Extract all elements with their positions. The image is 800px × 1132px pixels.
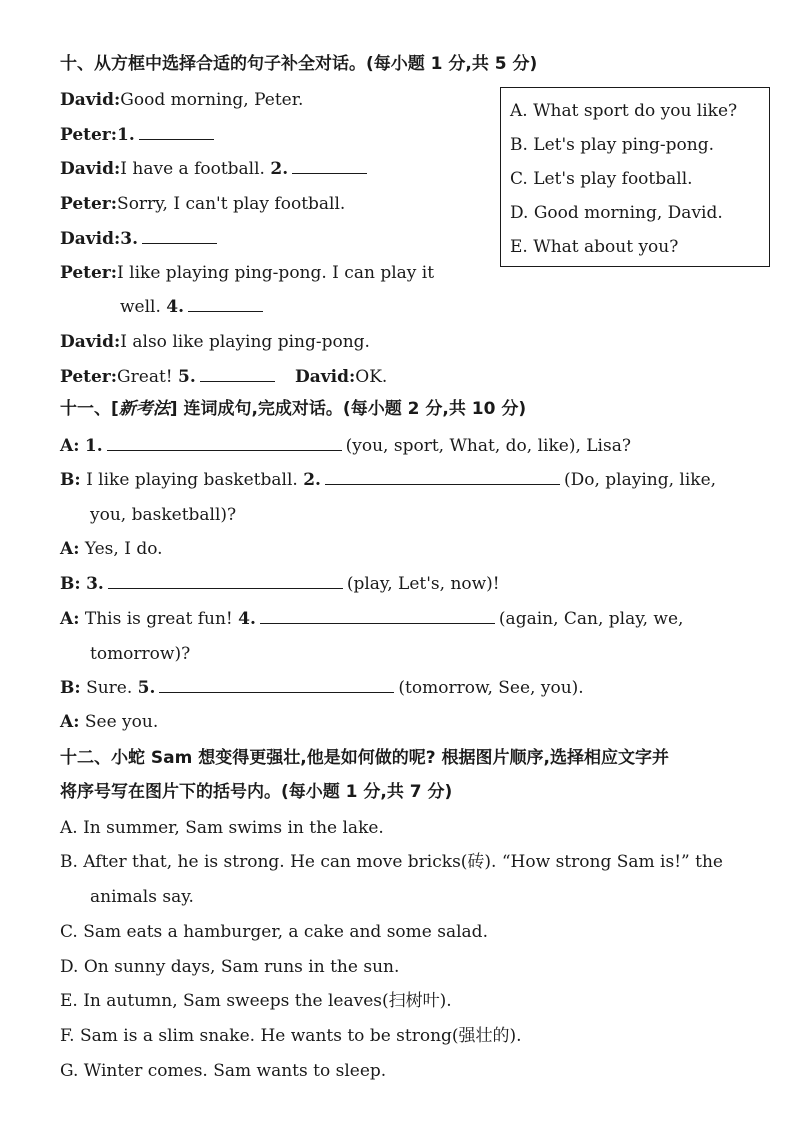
speaker: A: — [60, 539, 80, 559]
speaker: David: — [60, 90, 121, 110]
question-number: 3. — [86, 574, 104, 594]
answer-blank-1[interactable] — [139, 125, 214, 140]
dialogue-line-6 — [60, 262, 434, 284]
dialogue-text: Good morning, Peter. — [120, 90, 304, 110]
dialogue-text: Yes, I do. — [84, 539, 163, 559]
sentence-blank-2[interactable] — [325, 470, 560, 485]
ordering-line-4 — [60, 573, 500, 595]
speaker: A: — [60, 609, 80, 629]
speaker: Peter: — [60, 367, 118, 387]
dialogue-text: Great! — [117, 367, 173, 387]
section-10-heading: 十、从方框中选择合适的句子补全对话。(每小题 1 分,共 5 分) — [60, 54, 538, 74]
speaker: David: — [60, 332, 121, 352]
question-number: 3. — [120, 229, 139, 249]
ordering-line-5 — [60, 608, 683, 630]
question-number: 1. — [84, 436, 103, 456]
section-11-heading — [60, 398, 526, 420]
dialogue-text: I like playing basketball. — [86, 470, 298, 490]
new-method-tag: 新考法 — [118, 399, 170, 419]
ordering-line-1 — [60, 435, 631, 457]
story-item-b-cont: animals say. — [90, 887, 194, 907]
question-number: 4. — [238, 609, 256, 629]
dialogue-line-1 — [60, 89, 303, 111]
speaker: B: — [60, 470, 81, 490]
dialogue-line-8 — [60, 331, 370, 353]
ordering-line-3 — [60, 538, 163, 560]
dialogue-text: I like playing ping-pong. I can play it — [117, 263, 435, 283]
question-number: 2. — [270, 159, 289, 179]
dialogue-line-4 — [60, 193, 345, 215]
heading-suffix: ] 连词成句,完成对话。(每小题 2 分,共 10 分) — [169, 399, 527, 419]
story-item-d: D. On sunny days, Sam runs in the sun. — [60, 957, 400, 977]
speaker: B: — [60, 678, 81, 698]
dialogue-line-7 — [120, 296, 267, 318]
section-12-heading-line-1: 十二、小蛇 Sam 想变得更强壮,他是如何做的呢? 根据图片顺序,选择相应文字并 — [60, 748, 669, 768]
ordering-line-5-cont — [90, 643, 190, 665]
section-12-heading-line-2: 将序号写在图片下的括号内。(每小题 1 分,共 7 分) — [60, 782, 453, 802]
word-hint: you, basketball)? — [90, 505, 237, 525]
story-item-g: G. Winter comes. Sam wants to sleep. — [60, 1061, 387, 1081]
story-item-e: E. In autumn, Sam sweeps the leaves(扫树叶). — [60, 991, 452, 1011]
dialogue-line-9 — [60, 366, 387, 388]
speaker: A: — [60, 712, 80, 732]
story-item-b: B. After that, he is strong. He can move bricks(砖). “How strong Sam is!” the — [60, 852, 723, 872]
option-a: A. What sport do you like? — [510, 101, 738, 121]
question-number: 5. — [178, 367, 196, 387]
dialogue-text: well. — [120, 297, 161, 317]
sentence-blank-3[interactable] — [108, 574, 343, 589]
word-hint: (tomorrow, See, you). — [398, 678, 584, 698]
dialogue-text: OK. — [355, 367, 388, 387]
ordering-line-6 — [60, 677, 584, 699]
word-hint: tomorrow)? — [90, 644, 191, 664]
story-item-f: F. Sam is a slim snake. He wants to be strong(强壮的). — [60, 1026, 522, 1046]
question-number: 5. — [137, 678, 156, 698]
word-hint: (again, Can, play, we, — [498, 609, 684, 629]
answer-blank-2[interactable] — [292, 159, 367, 174]
speaker: Peter: — [60, 194, 118, 214]
speaker: A: — [60, 436, 80, 456]
answer-blank-5[interactable] — [200, 367, 275, 382]
question-number: 1. — [117, 125, 135, 145]
option-d: D. Good morning, David. — [510, 203, 723, 223]
ordering-line-7 — [60, 711, 158, 733]
word-hint: (play, Let's, now)! — [346, 574, 500, 594]
dialogue-text: This is great fun! — [84, 609, 233, 629]
question-number: 4. — [166, 297, 185, 317]
speaker: B: — [60, 574, 81, 594]
sentence-blank-5[interactable] — [159, 678, 394, 693]
answer-blank-3[interactable] — [142, 229, 217, 244]
options-box — [500, 87, 770, 267]
question-number: 2. — [303, 470, 321, 490]
speaker: Peter: — [60, 263, 118, 283]
word-hint: (you, sport, What, do, like), Lisa? — [345, 436, 631, 456]
ordering-line-2 — [60, 469, 716, 491]
option-e: E. What about you? — [510, 237, 679, 257]
heading-prefix: 十一、[ — [60, 399, 119, 419]
dialogue-text: I also like playing ping-pong. — [120, 332, 370, 352]
story-item-a: A. In summer, Sam swims in the lake. — [60, 818, 384, 838]
dialogue-line-2 — [60, 124, 218, 146]
dialogue-text: Sorry, I can't play football. — [117, 194, 346, 214]
speaker: David: — [60, 229, 121, 249]
speaker: David: — [60, 159, 121, 179]
speaker: Peter: — [60, 125, 118, 145]
dialogue-text: Sure. — [86, 678, 133, 698]
dialogue-text: See you. — [84, 712, 159, 732]
ordering-line-2-cont — [90, 504, 236, 526]
dialogue-line-3 — [60, 158, 371, 180]
option-c: C. Let's play football. — [510, 169, 693, 189]
dialogue-line-5 — [60, 228, 221, 250]
sentence-blank-1[interactable] — [107, 436, 342, 451]
speaker: David: — [295, 367, 356, 387]
word-hint: (Do, playing, like, — [563, 470, 717, 490]
option-b: B. Let's play ping-pong. — [510, 135, 714, 155]
story-item-c: C. Sam eats a hamburger, a cake and some salad. — [60, 922, 488, 942]
dialogue-text: I have a football. — [120, 159, 265, 179]
answer-blank-4[interactable] — [188, 297, 263, 312]
sentence-blank-4[interactable] — [260, 609, 495, 624]
